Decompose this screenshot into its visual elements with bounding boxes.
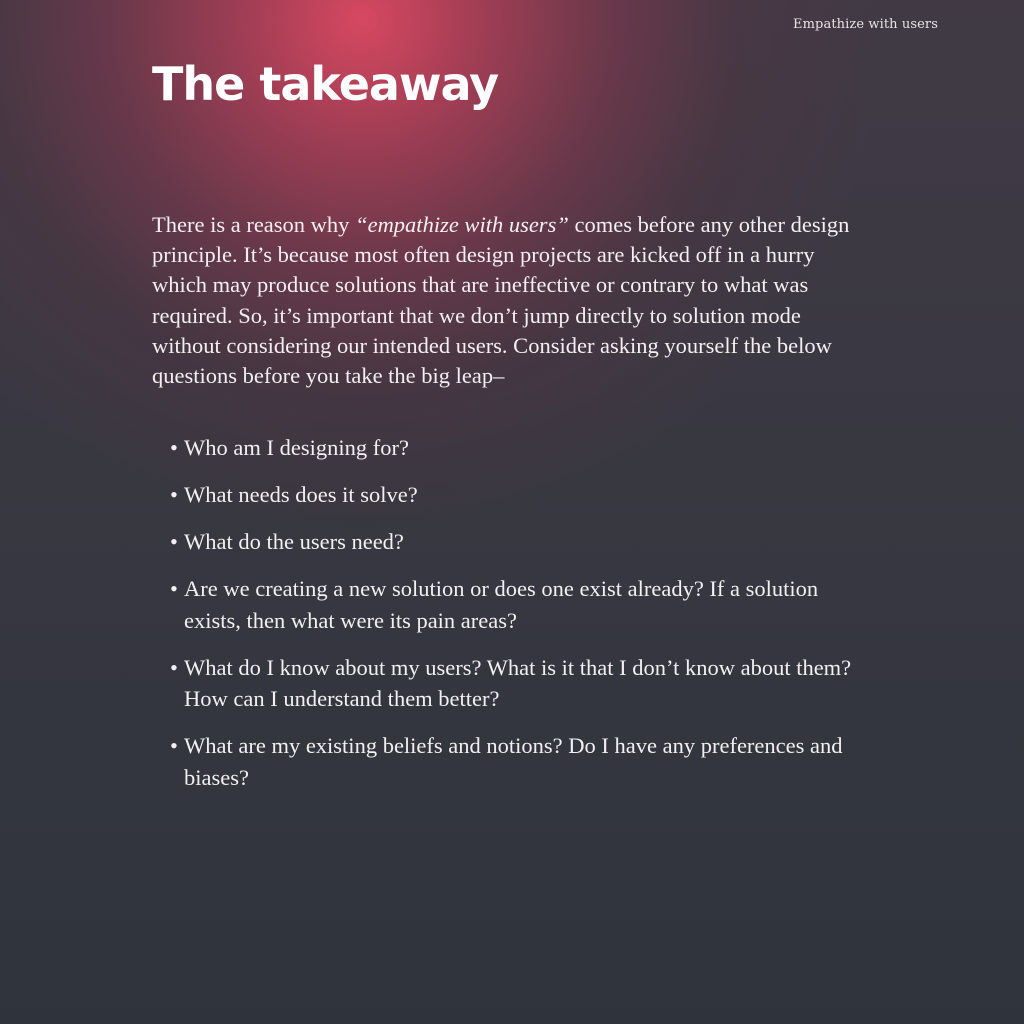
list-item bbox=[170, 479, 870, 511]
question-text: Who am I designing for? bbox=[184, 435, 409, 460]
question-text: What do I know about my users? What is it that I don’t know about them? How can I understand them better? bbox=[184, 654, 852, 711]
list-item bbox=[170, 526, 870, 558]
bullet-icon: • bbox=[170, 529, 178, 554]
question-text: Are we creating a new solution or does one exist already? If a solution exists, then what were its pain areas? bbox=[184, 576, 819, 633]
question-text: What needs does it solve? bbox=[184, 482, 418, 507]
questions-list bbox=[170, 432, 870, 809]
intro-paragraph bbox=[152, 210, 864, 391]
bullet-icon: • bbox=[170, 482, 178, 507]
intro-text-start: There is a reason why bbox=[152, 212, 356, 237]
list-item bbox=[170, 573, 870, 636]
list-item bbox=[170, 652, 870, 715]
list-item bbox=[170, 730, 870, 793]
intro-text-end: comes before any other design principle. It’s because most often design projects are kicked off in a hurry which may produce solutions that are ineffective or contrary to what was required. So, it’s important that we don’t jump directly to solution mode without considering our intended users. Consider asking yourself the below questions before you take the big leap– bbox=[152, 212, 850, 389]
question-text: What are my existing beliefs and notions? Do I have any preferences and biases? bbox=[184, 733, 843, 790]
intro-quote: “empathize with users” bbox=[355, 212, 569, 237]
list-item bbox=[170, 432, 870, 464]
question-text: What do the users need? bbox=[184, 529, 404, 554]
bullet-icon: • bbox=[170, 733, 178, 758]
bullet-icon: • bbox=[170, 576, 178, 601]
bullet-icon: • bbox=[170, 435, 178, 460]
running-header: Empathize with users bbox=[793, 17, 938, 32]
page-title: The takeaway bbox=[152, 57, 499, 111]
bullet-icon: • bbox=[170, 654, 178, 680]
